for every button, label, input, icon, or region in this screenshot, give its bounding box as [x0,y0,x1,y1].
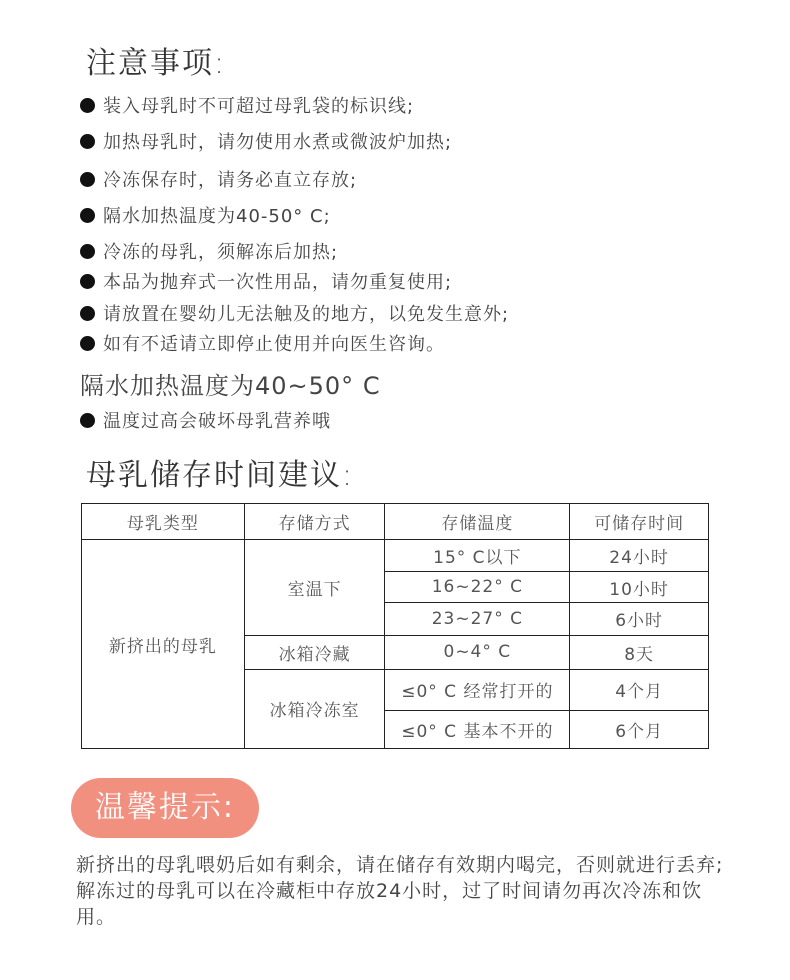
notice-item [80,330,445,356]
notice-item-text: 装入母乳时不可超过母乳袋的标识线; [103,96,415,117]
bullet-icon [80,208,95,223]
notice-item [80,238,338,264]
bullet-icon [80,134,95,149]
bullet-icon [80,172,95,187]
notice-item-text: 本品为抛弃式一次性用品，请勿重复使用; [103,272,453,293]
notice-item [80,92,414,118]
heating-headline: 隔水加热温度为40~50° C [80,372,381,400]
notice-item-text: 隔水加热温度为40-50° C; [103,206,331,227]
notice-title: 注意事项: [86,46,227,81]
notice-item-text: 请放置在婴幼儿无法触及的地方，以免发生意外; [103,304,510,325]
heating-note [80,407,331,433]
cell-method-freezer: 冰箱冷冻室 [244,669,385,748]
cell-temp: ≤0° C 基本不开的 [385,710,570,748]
cell-method-room: 室温下 [244,540,385,635]
cell-time: 8天 [570,635,709,669]
bullet-icon [80,336,95,351]
notice-item [80,300,509,326]
header-method: 存储方式 [244,504,385,540]
cell-temp: 0~4° C [385,635,570,669]
header-time: 可储存时间 [570,504,709,540]
table-header-row [82,504,709,540]
bullet-icon [80,413,95,428]
bullet-icon [80,98,95,113]
cell-temp: 16~22° C [385,572,570,603]
notice-item-text: 冷冻的母乳，须解冻后加热; [103,242,339,263]
cell-time: 10小时 [570,572,709,603]
tip-badge: 温馨提示: [71,778,259,838]
notice-item-text: 冷冻保存时，请务必直立存放; [103,170,358,191]
notice-item [80,166,357,192]
cell-method-fridge: 冰箱冷藏 [244,635,385,669]
cell-temp: ≤0° C 经常打开的 [385,669,570,710]
bullet-icon [80,244,95,259]
table-row [82,540,709,572]
notice-item-text: 加热母乳时，请勿使用水煮或微波炉加热; [103,132,453,153]
cell-milk-type: 新挤出的母乳 [82,540,245,749]
bullet-icon [80,274,95,289]
cell-time: 24小时 [570,540,709,572]
notice-item [80,202,331,228]
cell-time: 6个月 [570,710,709,748]
notice-item [80,268,452,294]
tip-text: 新挤出的母乳喂奶后如有剩余，请在储存有效期内喝完，否则就进行丢弃; 解冻过的母乳可以在冷藏柜中存放24小时，过了时间请勿再次冷冻和饮用。 [76,854,724,928]
storage-table [81,503,709,749]
notice-item [80,128,452,154]
cell-temp: 15° C以下 [385,540,570,572]
cell-time: 6小时 [570,603,709,635]
cell-time: 4个月 [570,669,709,710]
header-milk-type: 母乳类型 [82,504,245,540]
heating-note-text: 温度过高会破坏母乳营养哦 [103,411,331,432]
bullet-icon [80,306,95,321]
cell-temp: 23~27° C [385,603,570,635]
notice-item-text: 如有不适请立即停止使用并向医生咨询。 [103,334,445,355]
header-temp: 存储温度 [385,504,570,540]
storage-title: 母乳储存时间建议: [86,458,355,493]
